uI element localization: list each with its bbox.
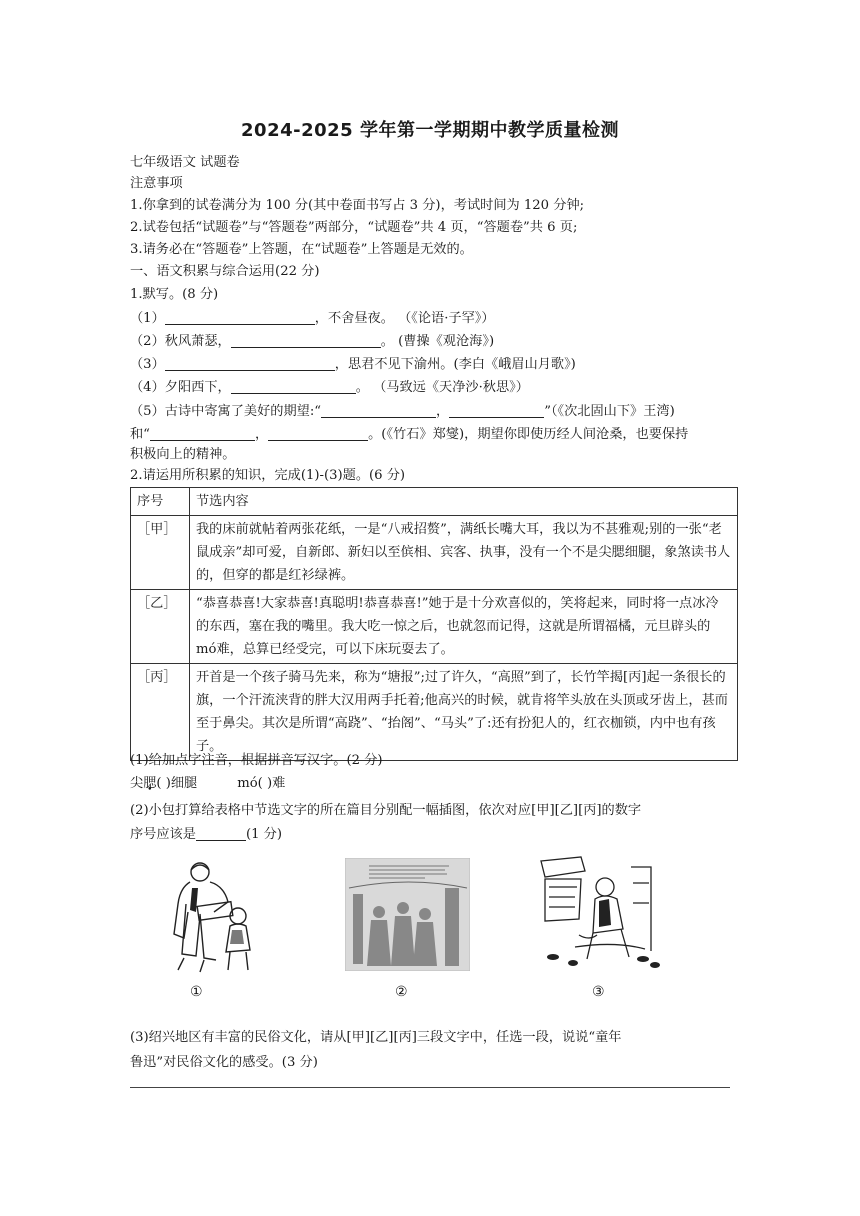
q1-l6-pre: 和“: [130, 427, 150, 442]
note-2: 2.试卷包括“试题卷”与“答题卷”两部分，“试题卷”共 4 页，“答题卷”共 6 页;: [130, 220, 578, 235]
table-row: [131, 590, 738, 664]
table-row: [131, 664, 738, 761]
row-text: “恭喜恭喜!大家恭喜!真聪明!恭喜恭喜!”她于是十分欢喜似的，笑将起来，同时将一点冰冷的东西，塞在我的嘴里。我大吃一惊之后，也就忽而记得，这就是所谓福橘，元旦辟头的 mó难，总算已经受完，可以下床玩耍去了。: [190, 590, 738, 664]
q1-l6-mid: ，: [254, 427, 269, 442]
q2-sub1-title: (1)给加点字注音，根据拼音写汉字。(2 分): [130, 753, 383, 768]
q1-line-7: 积极向上的精神。: [130, 447, 236, 462]
answer-blank[interactable]: [231, 378, 356, 394]
table-header-row: [131, 488, 738, 516]
row-text: 我的床前就帖着两张花纸，一是“八戒招赘”，满纸长嘴大耳，我以为不甚雅观;别的一张“老鼠成亲”却可爱，自新郎、新妇以至傧相、宾客、执事，没有一个不是尖腮细腿，象煞读书人的，但穿的都是红衫绿裤。: [190, 516, 738, 590]
sub1-b: mó( )难: [237, 776, 286, 791]
note-1: 1.你拿到的试卷满分为 100 分(其中卷面书写占 3 分)，考试时间为 120 分钟;: [130, 198, 585, 213]
caption-2: ②: [395, 984, 408, 1000]
row-label: ［丙］: [131, 664, 190, 761]
note-3: 3.请务必在“答题卷”上答题，在“试题卷”上答题是无效的。: [130, 242, 473, 257]
caption-1: ①: [190, 984, 203, 1000]
q1-line-1: [130, 309, 495, 329]
sub2-post: (1 分): [245, 827, 282, 842]
q1-l5-pre: （5）古诗中寄寓了美好的期望:“: [130, 404, 322, 419]
q1-line-6: [130, 425, 688, 445]
table-row: [131, 516, 738, 590]
answer-blank[interactable]: [449, 402, 544, 418]
q2-sub3-line1: (3)绍兴地区有丰富的民俗文化，请从[甲][乙][丙]三段文字中，任选一段，说说“童年: [130, 1030, 622, 1045]
illustration-3: [535, 853, 665, 973]
table-header-cell: 节选内容: [190, 488, 738, 516]
q1-line-2: [130, 332, 494, 352]
q1-l3-post: ，思君不见下渝州。(李白《峨眉山月歌》): [334, 357, 576, 372]
q1-l3-pre: （3）: [130, 357, 165, 372]
notes-title: 注意事项: [130, 176, 183, 191]
sub1-a-post: ( )细腿: [156, 776, 198, 791]
row-text: 开首是一个孩子骑马先来，称为“塘报”;过了许久，“高照”到了，长竹竿揭[丙]起一条很长的旗，一个汗流浃背的胖大汉用两手托着;他高兴的时候，就肯将竿头放在头顶或牙齿上，甚而至于鼻尖。其次是所谓“高跷”、“抬阁”、“马头”了:还有扮犯人的，红衣枷锁，内中也有孩子。: [190, 664, 738, 761]
q1-l4-pre: （4）夕阳西下，: [130, 380, 231, 395]
q1-l5-mid: ，: [436, 404, 450, 419]
q2-sub2-line1: (2)小包打算给表格中节选文字的所在篇目分别配一幅插图，依次对应[甲][乙][丙]的数字: [130, 803, 642, 818]
answer-blank[interactable]: [165, 355, 335, 371]
dotted-char: 腮: [143, 776, 157, 791]
q2-title: 2.请运用所积累的知识，完成(1)-(3)题。(6 分): [130, 468, 406, 483]
q2-sub3-line2: 鲁迅”对民俗文化的感受。(3 分): [130, 1055, 318, 1070]
q1-l1-post: ，不舍昼夜。 （《论语·子罕》）: [314, 311, 495, 326]
q1-l2-post: 。 (曹操《观沧海》): [380, 334, 495, 349]
illustration-2: [345, 858, 470, 971]
answer-blank[interactable]: [165, 309, 315, 325]
subtitle: 七年级语文 试题卷: [130, 155, 240, 170]
sub2-pre: 序号应该是: [130, 827, 196, 842]
q1-line-4: [130, 378, 529, 398]
q1-title: 1.默写。(8 分): [130, 287, 219, 302]
q1-l6-post: 。(《竹石》郑燮)，期望你即使历经人间沧桑，也要保持: [368, 427, 689, 442]
q1-l5-post: ”（《次北固山下》王湾): [544, 404, 675, 419]
q1-l1-pre: （1）: [130, 311, 165, 326]
answer-line[interactable]: [130, 1087, 730, 1088]
q2-sub2-line2: [130, 825, 282, 845]
answer-blank[interactable]: [268, 425, 368, 441]
row-label: ［乙］: [131, 590, 190, 664]
row-label: ［甲］: [131, 516, 190, 590]
q1-line-5: [130, 402, 675, 422]
q2-sub1-items: [130, 774, 285, 794]
answer-blank[interactable]: [196, 825, 246, 841]
q1-l2-pre: （2）秋风萧瑟，: [130, 334, 231, 349]
table-header-cell: 序号: [131, 488, 190, 516]
illustration-1: [160, 858, 260, 973]
q1-l4-post: 。 （马致远《天净沙·秋思》）: [355, 380, 529, 395]
q1-line-3: [130, 355, 576, 375]
answer-blank[interactable]: [321, 402, 436, 418]
page-title: 2024-2025 学年第一学期期中教学质量检测: [241, 120, 619, 141]
section-heading: 一、语文积累与综合运用(22 分): [130, 264, 320, 279]
answer-blank[interactable]: [150, 425, 255, 441]
answer-blank[interactable]: [231, 332, 381, 348]
sub1-a-pre: 尖: [130, 776, 144, 791]
caption-3: ③: [592, 984, 605, 1000]
selection-table: [130, 487, 738, 761]
